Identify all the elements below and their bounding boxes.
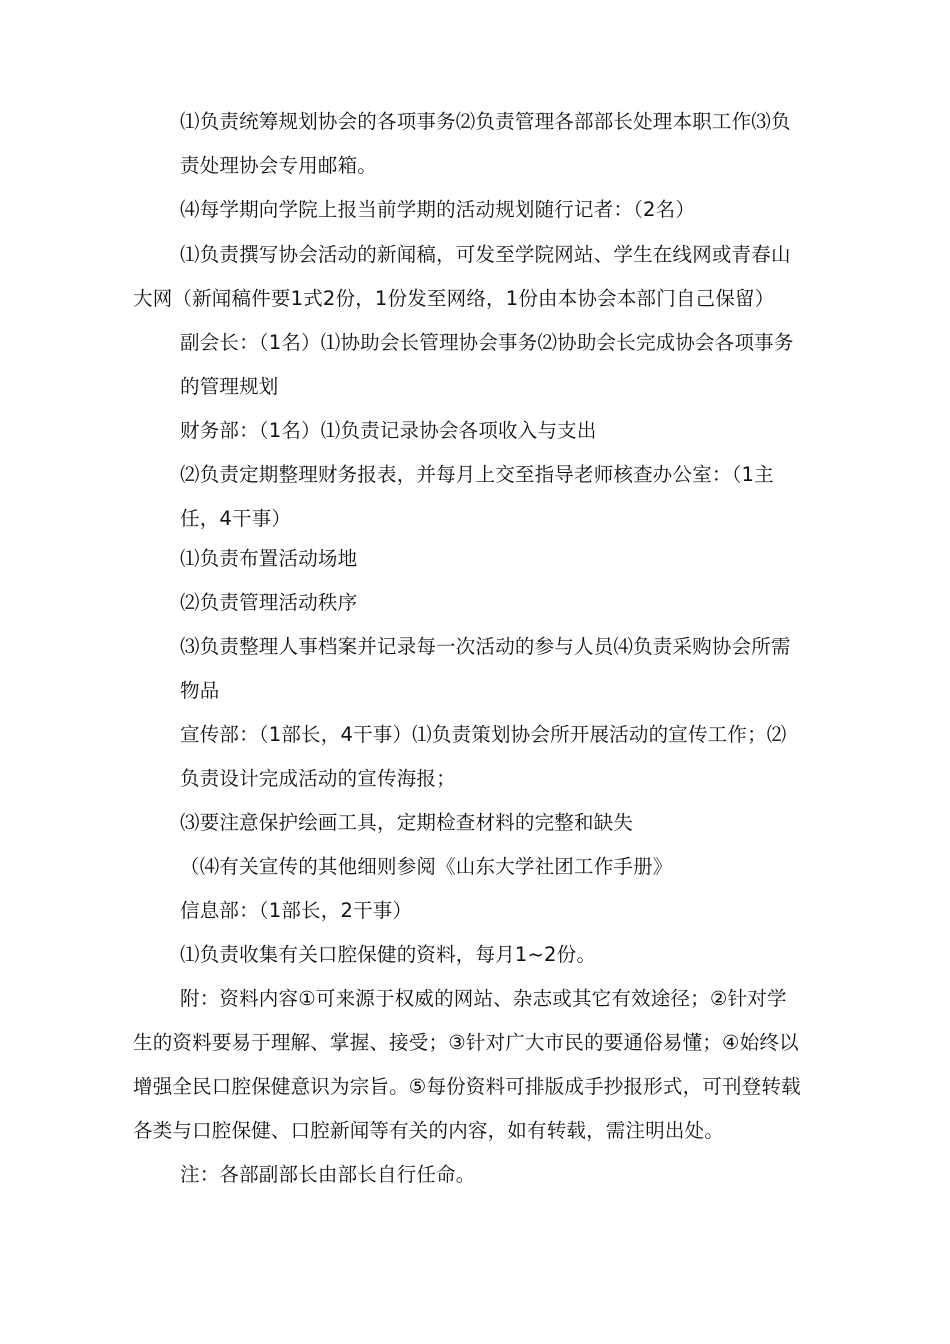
text-line: ⑵负责管理活动秩序 <box>180 591 358 614</box>
text-line: 增强全民口腔保健意识为宗旨。⑤每份资料可排版成手抄报形式，可刊登转载 <box>133 1075 801 1098</box>
text-line: 物品 <box>180 679 220 702</box>
text-line: （⑷有关宣传的其他细则参阅《山东大学社团工作手册》 <box>180 855 673 878</box>
text-line: 负责设计完成活动的宣传海报； <box>180 767 456 790</box>
text-line: ⑴负责统筹规划协会的各项事务⑵负责管理各部部长处理本职工作⑶负 <box>180 110 791 133</box>
text-line: ⑷每学期向学院上报当前学期的活动规划随行记者：（2名） <box>180 198 696 221</box>
text-line: 的管理规划 <box>180 375 279 398</box>
text-line: ⑴负责撰写协会活动的新闻稿，可发至学院网站、学生在线网或青春山 <box>180 243 791 266</box>
text-line: 附：资料内容①可来源于权威的网站、杂志或其它有效途径；②针对学 <box>180 987 787 1010</box>
text-line: 责处理协会专用邮箱。 <box>180 154 378 177</box>
text-line: ⑶负责整理人事档案并记录每一次活动的参与人员⑷负责采购协会所需 <box>180 635 791 658</box>
text-line: 财务部：（1名）⑴负责记录协会各项收入与支出 <box>180 419 597 442</box>
text-line: ⑴负责收集有关口腔保健的资料，每月1~2份。 <box>180 943 597 966</box>
text-line: 生的资料要易于理解、掌握、接受；③针对广大市民的要通俗易懂；④始终以 <box>133 1031 799 1054</box>
text-line: 大网（新闻稿件要1式2份，1份发至网络，1份由本协会本部门自己保留） <box>133 287 775 310</box>
text-line: 各类与口腔保健、口腔新闻等有关的内容，如有转载，需注明出处。 <box>133 1119 725 1142</box>
text-line: 任，4干事） <box>180 507 292 530</box>
text-line: 注：各部副部长由部长自行任命。 <box>180 1163 476 1186</box>
text-line: 副会长：（1名）⑴协助会长管理协会事务⑵协助会长完成协会各项事务 <box>180 331 794 354</box>
text-line: 信息部：（1部长，2干事） <box>180 899 413 922</box>
text-line: ⑶要注意保护绘画工具，定期检查材料的完整和缺失 <box>180 811 634 834</box>
text-line: ⑵负责定期整理财务报表，并每月上交至指导老师核查办公室：（1主 <box>180 463 774 486</box>
text-line: ⑴负责布置活动场地 <box>180 547 358 570</box>
text-line: 宣传部：（1部长，4干事）⑴负责策划协会所开展活动的宣传工作；⑵ <box>180 723 787 746</box>
